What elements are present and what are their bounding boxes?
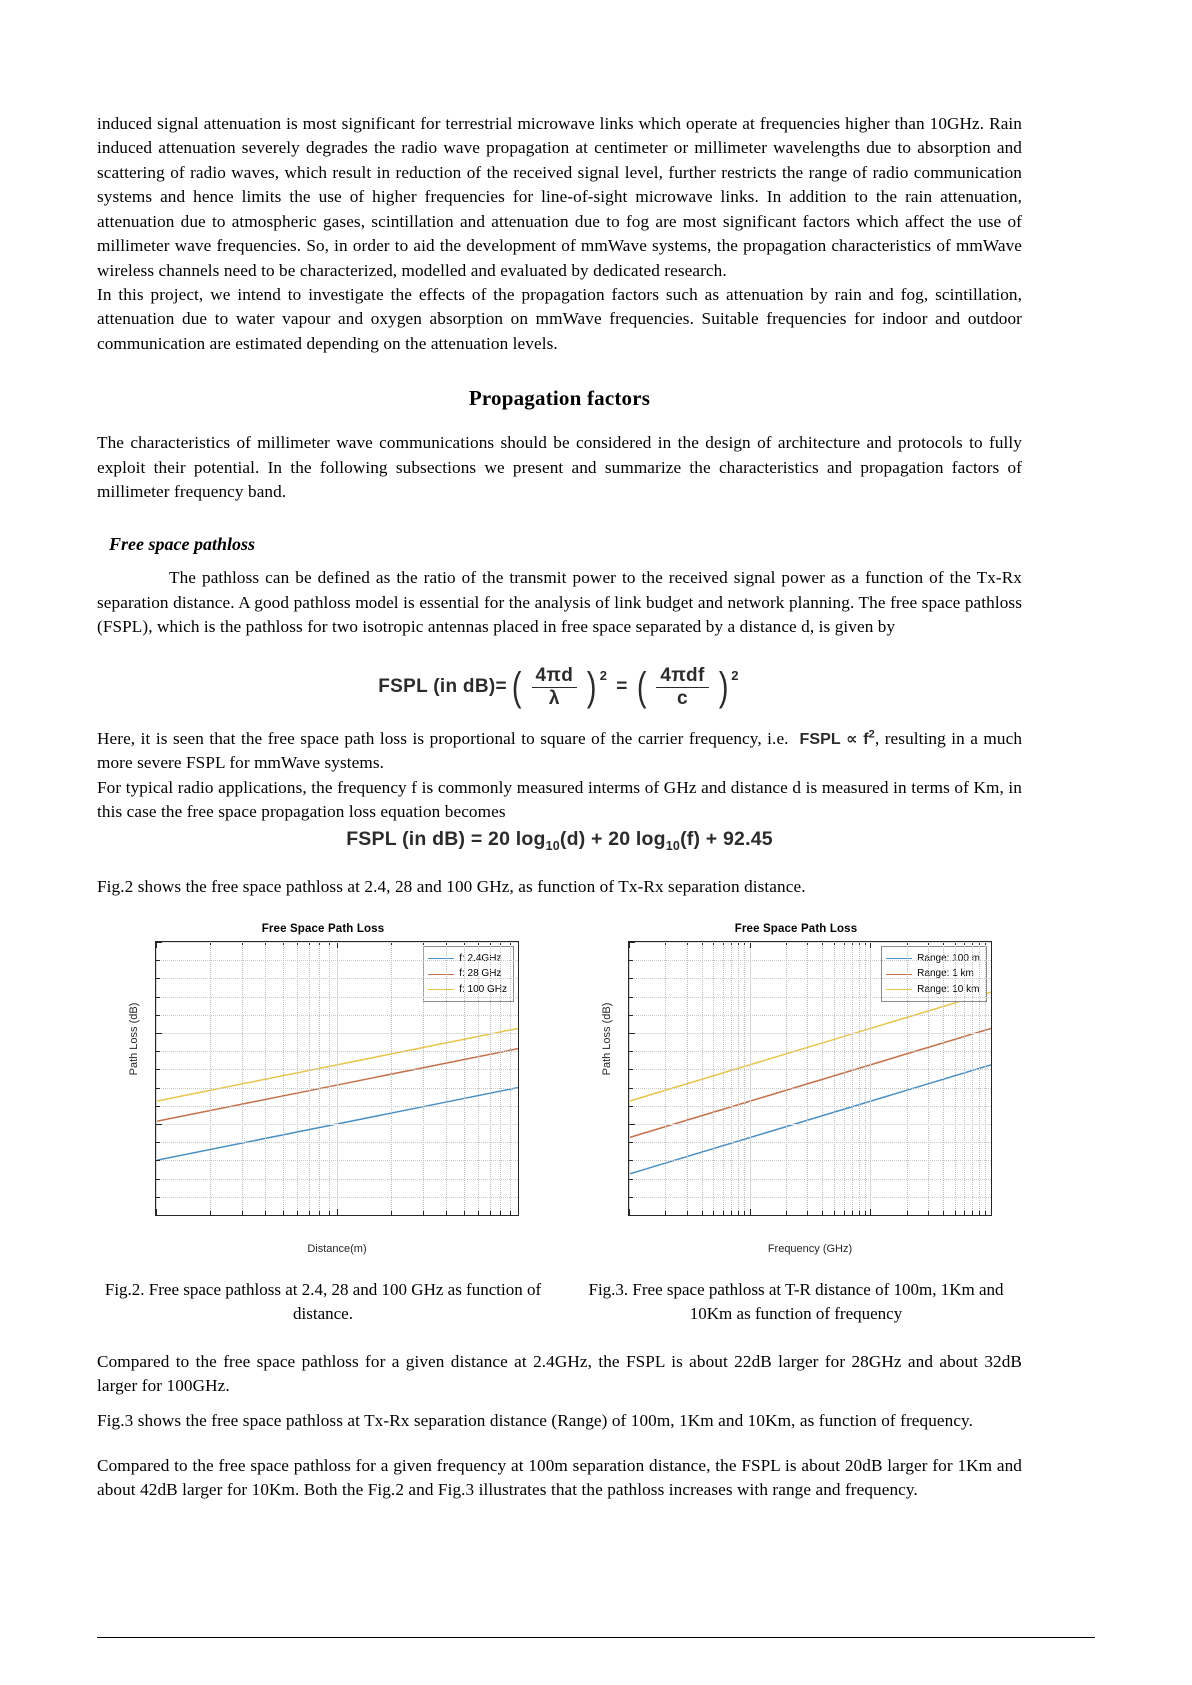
formula2-mid: (d) + 20 log: [559, 827, 666, 850]
y-tick-mark: [629, 1069, 633, 1070]
y-tick-mark: [629, 1197, 633, 1198]
y-tick-mark: [629, 1160, 633, 1161]
grid-line-horizontal: [156, 1215, 518, 1216]
grid-line-vertical: [309, 942, 310, 1215]
y-tick-mark: [629, 960, 633, 961]
y-tick-mark: [629, 1015, 633, 1016]
grid-line-horizontal: [629, 997, 991, 998]
formula2-prefix: FSPL (in dB) = 20 log: [346, 827, 546, 850]
formula1-exponent-1: 2: [599, 667, 608, 683]
chart1-title: Free Space Path Loss: [261, 922, 385, 935]
formula1-denominator-2: c: [677, 687, 688, 709]
series-line: [629, 1028, 991, 1137]
formula2-sub2: 10: [665, 838, 681, 853]
grid-line-horizontal: [156, 1197, 518, 1198]
grid-line-vertical: [807, 942, 808, 1215]
inline-math-superscript: 2: [868, 728, 875, 741]
y-tick-mark: [156, 978, 160, 979]
x-tick-mark-top: [991, 942, 992, 948]
formula1-fraction-2: [651, 666, 713, 709]
y-tick-mark: [156, 1142, 160, 1143]
legend-label: Range: 10 km: [917, 983, 980, 995]
grid-line-vertical: [723, 942, 724, 1215]
paragraph-after-formula1: [97, 727, 1022, 776]
formula1-open-paren-1: (: [511, 665, 522, 710]
grid-line-vertical: [964, 942, 965, 1215]
grid-line-vertical: [738, 942, 739, 1215]
grid-line-horizontal: [156, 1088, 518, 1089]
formula2-suffix: (f) + 92.45: [680, 827, 773, 850]
y-tick-mark: [156, 997, 160, 998]
formula-fspl-log: [97, 828, 1022, 853]
grid-line-vertical: [329, 942, 330, 1215]
grid-line-vertical: [955, 942, 956, 1215]
grid-line-vertical: [859, 942, 860, 1215]
grid-line-vertical: [870, 942, 871, 1215]
grid-line-horizontal: [156, 1124, 518, 1125]
chart2-legend: [881, 946, 987, 1003]
closing-paragraph-3: Compared to the free space pathloss for a given frequency at 100m separation distance, the FSPL is about 20dB larger for 1Km and about 42dB larger for 10Km. Both the Fig.2 and Fig.3 illustrates that the pathloss increases with range and frequency.: [97, 1455, 1022, 1500]
grid-line-vertical: [731, 942, 732, 1215]
y-tick-mark: [629, 1179, 633, 1180]
grid-line-horizontal: [629, 942, 991, 943]
after-formula1-text-a: Here, it is seen that the free space path loss is proportional to square of the carrier frequency, i.e.: [97, 728, 789, 748]
section-heading-propagation-factors: Propagation factors: [468, 386, 651, 411]
grid-line-horizontal: [156, 960, 518, 961]
grid-line-vertical: [972, 942, 973, 1215]
subsection-body-paragraph: The pathloss can be defined as the ratio of the transmit power to the received signal power as a function of the Tx-Rx separation distance. A good pathloss model is essential for the analysis of link budget and network planning. The free space pathloss (FSPL), which is the pathloss for two isotropic antennas placed in free space separated by a distance d, is given by: [97, 568, 1022, 637]
grid-line-vertical: [265, 942, 266, 1215]
grid-line-vertical: [242, 942, 243, 1215]
legend-item[interactable]: [428, 982, 507, 998]
grid-line-vertical: [319, 942, 320, 1215]
y-tick-mark: [156, 1106, 160, 1107]
grid-line-vertical: [713, 942, 714, 1215]
chart1-x-axis-label: Distance(m): [307, 1242, 367, 1255]
legend-item[interactable]: [428, 966, 507, 982]
y-tick-mark: [156, 942, 162, 943]
formula1-open-paren-2: (: [636, 665, 647, 710]
y-tick-mark: [629, 1142, 633, 1143]
grid-line-horizontal: [629, 1033, 991, 1034]
grid-line-vertical: [979, 942, 980, 1215]
legend-color-swatch: [886, 989, 912, 990]
subsection-heading-free-space-pathloss: Free space pathloss: [109, 534, 255, 555]
grid-line-vertical: [283, 942, 284, 1215]
grid-line-vertical: [518, 942, 519, 1215]
y-tick-mark: [156, 1051, 160, 1052]
formula2-sub1: 10: [545, 838, 560, 853]
y-tick-mark: [156, 1124, 162, 1125]
grid-line-vertical: [907, 942, 908, 1215]
formula1-numerator-2: 4πdf: [656, 666, 708, 688]
grid-line-vertical: [464, 942, 465, 1215]
grid-line-vertical: [423, 942, 424, 1215]
x-tick-mark: [518, 1209, 519, 1215]
grid-line-vertical: [629, 942, 630, 1215]
grid-line-vertical: [490, 942, 491, 1215]
grid-line-vertical: [478, 942, 479, 1215]
inline-math-fspl-prop: [799, 728, 875, 748]
grid-line-horizontal: [629, 1179, 991, 1180]
paragraph-before-formula2: For typical radio applications, the frequency f is commonly measured interms of GHz and distance d is measured in terms of Km, in this case the free space propagation loss equation becomes: [97, 777, 1022, 822]
chart2-plot-area: [628, 941, 992, 1216]
y-tick-mark: [629, 1215, 635, 1216]
after-formula1-text-b: , resulting in a much more severe FSPL for mmWave systems.: [97, 728, 1023, 773]
x-tick-mark: [991, 1209, 992, 1215]
grid-line-vertical: [822, 942, 823, 1215]
figure-3-block: [570, 921, 1022, 1326]
y-tick-mark: [629, 942, 635, 943]
grid-line-vertical: [834, 942, 835, 1215]
grid-line-horizontal: [156, 978, 518, 979]
grid-line-vertical: [750, 942, 751, 1215]
y-tick-mark: [629, 1088, 633, 1089]
grid-line-vertical: [786, 942, 787, 1215]
grid-line-horizontal: [629, 1197, 991, 1198]
formula1-close-paren-2: ): [718, 665, 729, 710]
grid-line-horizontal: [629, 1142, 991, 1143]
chart-fspl-vs-frequency: [570, 921, 1022, 1266]
grid-line-horizontal: [629, 1160, 991, 1161]
y-tick-mark: [629, 978, 633, 979]
legend-color-swatch: [428, 974, 454, 975]
page-footer-rule: [97, 1637, 1095, 1638]
y-tick-mark: [156, 1015, 160, 1016]
chart2-x-axis-label: Frequency (GHz): [767, 1242, 853, 1255]
legend-color-swatch: [428, 958, 454, 959]
grid-line-horizontal: [629, 1069, 991, 1070]
inline-math-base: FSPL ∝ f: [799, 730, 869, 748]
grid-line-horizontal: [156, 1106, 518, 1107]
grid-line-vertical: [210, 942, 211, 1215]
legend-item[interactable]: [886, 982, 980, 998]
paragraph-1: induced signal attenuation is most significant for terrestrial microwave links which operate at frequencies higher than 10GHz. Rain induced attenuation severely degrades the radio wave propagation at centimeter or millimeter wavelengths due to absorption and scattering of radio waves, which result in reduction of the received signal level, further restricts the range of radio communication systems and hence limits the use of higher frequencies for line-of-sight microwave links. In addition to the rain attenuation, attenuation due to atmospheric gases, scintillation and attenuation due to fog are most significant factors which affect the use of millimeter wave frequencies. So, in order to aid the development of mmWave systems, the propagation characteristics of mmWave wireless channels need to be characterized, modelled and evaluated by dedicated research.: [97, 114, 1022, 280]
grid-line-vertical: [337, 942, 338, 1215]
grid-line-horizontal: [156, 1033, 518, 1034]
grid-line-horizontal: [156, 1160, 518, 1161]
formula1-fraction-1: [527, 666, 583, 709]
y-tick-mark: [156, 1179, 160, 1180]
closing-paragraph-1: Compared to the free space pathloss for a given distance at 2.4GHz, the FSPL is about 22dB larger for 28GHz and about 32dB larger for 100GHz.: [97, 1351, 1022, 1395]
legend-label: Range: 100 m: [917, 952, 980, 964]
y-tick-mark: [156, 1197, 160, 1198]
grid-line-horizontal: [156, 1051, 518, 1052]
y-tick-mark: [629, 1124, 635, 1125]
y-tick-mark: [156, 1215, 162, 1216]
chart2-title: Free Space Path Loss: [734, 922, 858, 935]
y-tick-mark: [156, 1088, 160, 1089]
grid-line-vertical: [156, 942, 157, 1215]
chart1-y-axis-label: Path Loss (dB): [128, 1002, 140, 1076]
grid-line-vertical: [446, 942, 447, 1215]
grid-line-vertical: [865, 942, 866, 1215]
figure-2-block: [97, 921, 549, 1326]
grid-line-vertical: [844, 942, 845, 1215]
section-intro-paragraph: The characteristics of millimeter wave communications should be considered in the design of architecture and protocols to fully exploit their potential. In the following subsections we present and summarize the characteristics and propagation factors of millimeter frequency band.: [97, 433, 1022, 502]
formula1-close-paren-1: ): [587, 665, 597, 710]
series-line: [629, 992, 991, 1101]
series-line: [629, 1065, 991, 1174]
grid-line-vertical: [943, 942, 944, 1215]
grid-line-vertical: [297, 942, 298, 1215]
legend-item[interactable]: [886, 966, 980, 982]
legend-label: Range: 1 km: [917, 968, 974, 980]
formula-fspl-ratio: [97, 666, 1022, 709]
grid-line-horizontal: [629, 978, 991, 979]
legend-item[interactable]: [886, 951, 980, 967]
grid-line-horizontal: [629, 1106, 991, 1107]
y-tick-mark: [629, 997, 633, 998]
grid-line-vertical: [665, 942, 666, 1215]
grid-line-horizontal: [629, 1215, 991, 1216]
paragraph-2: In this project, we intend to investigate the effects of the propagation factors such as attenuation by rain and fog, scintillation, attenuation due to water vapour and oxygen absorption on mmWave frequencies. Suitable frequencies for indoor and outdoor communication are estimated depending on the attenuation levels.: [97, 284, 1022, 353]
grid-line-vertical: [852, 942, 853, 1215]
grid-line-vertical: [985, 942, 986, 1215]
chart-fspl-vs-distance: [97, 921, 549, 1266]
y-tick-mark: [629, 1051, 633, 1052]
figures-row: [97, 921, 1022, 1326]
legend-label: f: 2.4GHz: [459, 952, 502, 964]
grid-line-vertical: [500, 942, 501, 1215]
y-tick-mark: [156, 1160, 160, 1161]
formula1-lhs: FSPL (in dB)=: [378, 676, 507, 698]
figure-3-caption: Fig.3. Free space pathloss at T-R distance of 100m, 1Km and 10Km as function of frequency: [588, 1279, 1004, 1323]
figure-2-caption: Fig.2. Free space pathloss at 2.4, 28 and 100 GHz as function of distance.: [104, 1279, 542, 1323]
y-tick-mark: [156, 960, 160, 961]
grid-line-horizontal: [156, 1142, 518, 1143]
y-tick-mark: [156, 1033, 162, 1034]
grid-line-vertical: [702, 942, 703, 1215]
grid-line-horizontal: [156, 1069, 518, 1070]
y-tick-mark: [156, 1069, 160, 1070]
grid-line-vertical: [510, 942, 511, 1215]
y-tick-mark: [629, 1106, 633, 1107]
grid-line-horizontal: [629, 960, 991, 961]
legend-color-swatch: [428, 989, 454, 990]
document-content: [97, 112, 1022, 1503]
formula1-equals: =: [616, 676, 628, 698]
grid-line-vertical: [928, 942, 929, 1215]
grid-line-horizontal: [629, 1124, 991, 1125]
legend-label: f: 28 GHz: [459, 968, 502, 980]
grid-line-horizontal: [156, 1015, 518, 1016]
grid-line-vertical: [391, 942, 392, 1215]
grid-line-horizontal: [156, 942, 518, 943]
formula1-exponent-2: 2: [731, 667, 739, 683]
grid-line-vertical: [687, 942, 688, 1215]
grid-line-vertical: [744, 942, 745, 1215]
legend-label: f: 100 GHz: [459, 983, 507, 995]
chart2-y-axis-label: Path Loss (dB): [601, 1002, 613, 1076]
grid-line-horizontal: [156, 1179, 518, 1180]
closing-paragraph-2: Fig.3 shows the free space pathloss at Tx-Rx separation distance (Range) of 100m, 1Km and 10Km, as function of frequency.: [97, 1411, 974, 1431]
grid-line-horizontal: [629, 1088, 991, 1089]
grid-line-horizontal: [629, 1051, 991, 1052]
x-tick-mark-top: [518, 942, 519, 948]
legend-color-swatch: [886, 974, 912, 975]
legend-color-swatch: [886, 958, 912, 959]
formula1-numerator-1: 4πd: [532, 666, 578, 688]
chart1-plot-area: [155, 941, 519, 1216]
fig2-intro-paragraph: Fig.2 shows the free space pathloss at 2.4, 28 and 100 GHz, as function of Tx-Rx separation distance.: [97, 876, 806, 896]
legend-item[interactable]: [428, 951, 507, 967]
grid-line-vertical: [991, 942, 992, 1215]
grid-line-horizontal: [156, 997, 518, 998]
formula1-denominator-1: λ: [548, 687, 560, 709]
y-tick-mark: [629, 1033, 635, 1034]
grid-line-horizontal: [629, 1015, 991, 1016]
